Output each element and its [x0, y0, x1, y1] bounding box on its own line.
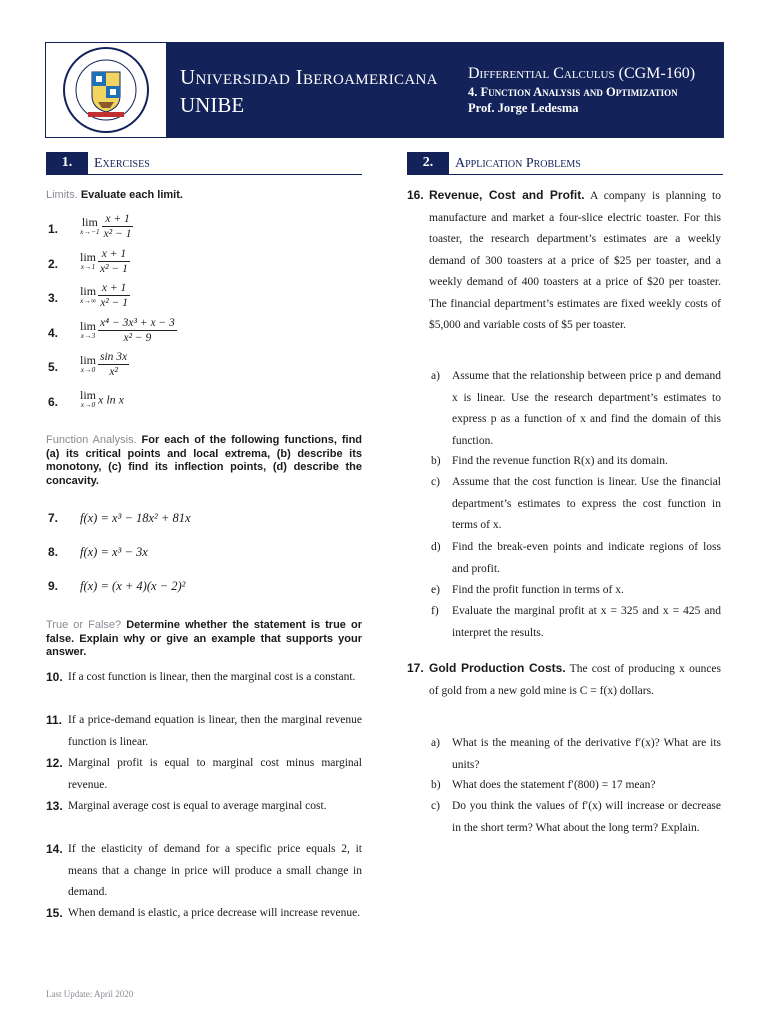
item-number: 7.	[48, 511, 59, 525]
item-number: 4.	[48, 326, 59, 340]
part-text: Find the profit function in terms of x.	[452, 584, 624, 596]
last-update-footer: Last Update: April 2020	[46, 989, 134, 999]
limits-instruction	[46, 189, 362, 203]
function-analysis-instruction-text: For each of the following functions, find (a) its critical points and local extrema, (b) describe its monotony, (c) find its inflection points, (d) describe the concavity.	[46, 434, 363, 487]
university-short-name: UNIBE	[180, 93, 245, 117]
part-label: d)	[431, 541, 441, 553]
item-number: 15.	[46, 906, 63, 920]
part-label: b)	[431, 455, 441, 467]
limit-expression: lim x→0 $\frac{\sin 3x}{\text{x²}}$	[80, 351, 128, 378]
problem-text: A company is planning to manufacture and market a four-slice electric toaster. For this toaster, the research department’s estimates are a weekly demand of 300 toasters at a price of $25 per toaster, and a weekly demand of 400 toasters at a price of $20 per toaster. The financial department’s estimates are fixed weekly costs of $5,000 and variable costs of $5 per toaster.	[429, 190, 721, 331]
function-analysis-label: Function Analysis.	[46, 434, 137, 446]
true-false-item	[46, 753, 362, 796]
item-text: If a cost function is linear, then the marginal cost is a constant.	[68, 671, 356, 683]
problem-number: 16.	[407, 188, 424, 202]
function-analysis-instruction	[46, 434, 362, 488]
part-text: What does the statement f′(800) = 17 mean?	[452, 779, 656, 791]
function-expression: f(x) = x³ − 18x² + 81x	[80, 511, 191, 525]
limit-expression: lim x→1 $\frac{x + 1}{\text{x² − 1}}$	[80, 248, 128, 275]
item-text: Marginal profit is equal to marginal cost minus marginal revenue.	[68, 757, 362, 791]
part-label: c)	[431, 476, 440, 488]
problem-statement	[429, 185, 721, 337]
part-text: Find the revenue function R(x) and its domain.	[452, 455, 668, 467]
header	[45, 42, 724, 138]
item-number: 12.	[46, 756, 63, 770]
section-title: Exercises	[94, 156, 150, 171]
chapter-title: 4. Function Analysis and Optimization	[468, 85, 678, 99]
section-number: 2.	[407, 152, 449, 174]
course-title: Differential Calculus (CGM-160)	[468, 65, 696, 82]
item-number: 11.	[46, 713, 63, 727]
item-number: 5.	[48, 360, 59, 374]
limit-expression: lim x→−1 $\frac{x + 1}{\text{x² − 1}}$	[80, 213, 132, 240]
limits-label: Limits.	[46, 189, 78, 201]
section-number: 1.	[46, 152, 88, 174]
part-label: f)	[431, 605, 439, 617]
problem-title: Gold Production Costs.	[429, 661, 566, 675]
true-false-instruction	[46, 619, 362, 660]
part-text: Evaluate the marginal profit at x = 325 and x = 425 and interpret the results.	[452, 605, 721, 639]
true-false-item	[46, 839, 362, 903]
limit-item	[46, 247, 346, 281]
problem-text: The cost of producing x ounces of gold from a new gold mine is C = f(x) dollars.	[429, 663, 722, 697]
item-number: 14.	[46, 842, 63, 856]
limit-item	[46, 316, 346, 350]
item-number: 3.	[48, 291, 59, 305]
item-number: 13.	[46, 799, 63, 813]
section-applications-header	[407, 152, 723, 175]
function-expression: f(x) = (x + 4)(x − 2)²	[80, 579, 186, 593]
part-label: c)	[431, 800, 440, 812]
item-text: When demand is elastic, a price decrease will increase revenue.	[68, 907, 361, 919]
professor-name: Prof. Jorge Ledesma	[468, 101, 579, 115]
true-false-item	[46, 903, 362, 946]
item-number: 8.	[48, 545, 59, 559]
true-false-label: True or False?	[46, 619, 122, 631]
university-seal-icon	[52, 46, 160, 134]
item-text: If a price-demand equation is linear, then the marginal revenue function is linear.	[68, 714, 362, 748]
problem-title: Revenue, Cost and Profit.	[429, 188, 585, 202]
problem-statement	[429, 658, 721, 702]
part-label: e)	[431, 584, 440, 596]
item-number: 1.	[48, 222, 59, 236]
item-number: 9.	[48, 579, 59, 593]
section-title: Application Problems	[455, 156, 581, 171]
part-label: a)	[431, 370, 440, 382]
problem-gold-production	[407, 658, 721, 724]
limits-instruction-text: Evaluate each limit.	[80, 189, 183, 201]
problem-revenue-cost-profit	[407, 185, 721, 357]
limit-item	[46, 212, 346, 246]
item-text: Marginal average cost is equal to average marginal cost.	[68, 800, 327, 812]
true-false-instruction-text: Determine whether the statement is true or false. Explain why or give an example that supports your answer.	[46, 619, 362, 658]
limit-item	[46, 281, 346, 315]
true-false-item	[46, 710, 362, 753]
university-name: Universidad Iberoamericana	[180, 65, 438, 89]
part-text: Find the break-even points and indicate regions of loss and profit.	[452, 541, 721, 575]
limit-expression: lim x→∞ $\frac{x + 1}{\text{x² − 1}}$	[80, 282, 128, 309]
function-expression: f(x) = x³ − 3x	[80, 545, 148, 559]
part-text: What is the meaning of the derivative f′(x)? What are its units?	[452, 737, 721, 771]
item-text: If the elasticity of demand for a specific price equals 2, it means that a change in price will produce a small change in demand.	[68, 843, 362, 898]
part-text: Assume that the cost function is linear. Use the financial department’s estimates to express the cost function in terms of x.	[452, 476, 721, 531]
part-text: Assume that the relationship between price p and demand x is linear. Use the research department’s estimates to express p as a function of x and find the domain of this function.	[452, 370, 721, 447]
item-number: 2.	[48, 257, 59, 271]
item-number: 10.	[46, 670, 63, 684]
limit-item	[46, 390, 346, 414]
limit-item	[46, 350, 346, 384]
seal-container	[46, 43, 167, 137]
limit-expression: lim x→3 $\frac{\text{x⁴ − 3x³ + x − 3}}{\text{x² − 9}}$	[80, 317, 175, 344]
part-label: a)	[431, 737, 440, 749]
item-number: 6.	[48, 395, 59, 409]
true-false-item	[46, 667, 362, 710]
part-text: Do you think the values of f′(x) will increase or decrease in the short term? What about the long term? Explain.	[452, 800, 721, 834]
part-label: b)	[431, 779, 441, 791]
header-banner	[166, 43, 723, 137]
limit-expression: lim x→0 x ln x	[80, 388, 125, 409]
problem-number: 17.	[407, 661, 424, 675]
section-exercises-header	[46, 152, 362, 175]
true-false-item	[46, 796, 362, 839]
